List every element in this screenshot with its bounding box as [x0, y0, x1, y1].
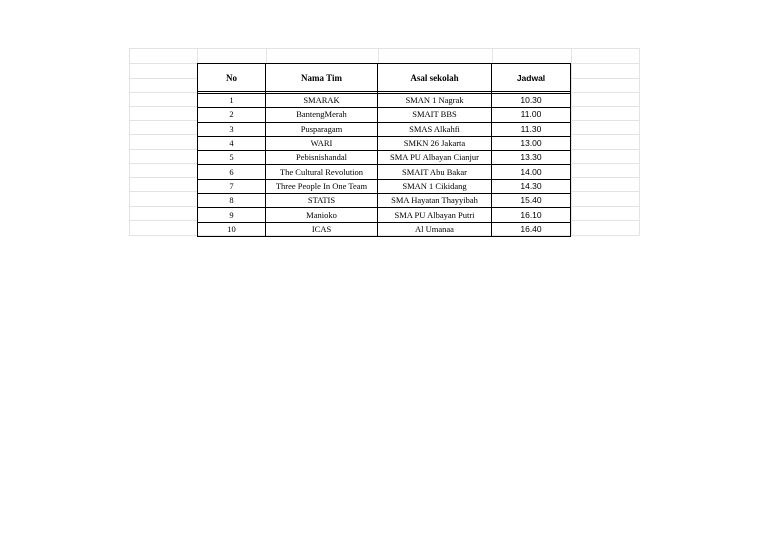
cell-nama-tim: Manioko — [266, 208, 378, 222]
cell-asal-sekolah: SMA PU Albayan Cianjur — [378, 151, 492, 165]
cell-jadwal: 14.00 — [492, 165, 571, 179]
cell-nama-tim: Pusparagam — [266, 122, 378, 136]
cell-no: 5 — [198, 151, 266, 165]
table-header-row — [198, 64, 571, 92]
cell-no: 9 — [198, 208, 266, 222]
table-row — [198, 208, 571, 222]
cell-no: 6 — [198, 165, 266, 179]
header-asal-sekolah: Asal sekolah — [378, 64, 492, 92]
table-row — [198, 136, 571, 150]
cell-nama-tim: The Cultural Revolution — [266, 165, 378, 179]
table-row — [198, 94, 571, 108]
header-no: No — [198, 64, 266, 92]
cell-jadwal: 13.00 — [492, 136, 571, 150]
cell-nama-tim: STATIS — [266, 194, 378, 208]
cell-nama-tim: Three People In One Team — [266, 179, 378, 193]
cell-no: 1 — [198, 94, 266, 108]
cell-asal-sekolah: SMAIT Abu Bakar — [378, 165, 492, 179]
table-row — [198, 222, 571, 236]
cell-asal-sekolah: SMAIT BBS — [378, 108, 492, 122]
cell-jadwal: 11.30 — [492, 122, 571, 136]
cell-nama-tim: SMARAK — [266, 94, 378, 108]
header-jadwal: Jadwal — [492, 64, 571, 92]
cell-asal-sekolah: SMKN 26 Jakarta — [378, 136, 492, 150]
schedule-table — [197, 63, 571, 237]
table-row — [198, 179, 571, 193]
cell-no: 4 — [198, 136, 266, 150]
cell-asal-sekolah: SMAN 1 Cikidang — [378, 179, 492, 193]
cell-jadwal: 16.10 — [492, 208, 571, 222]
cell-jadwal: 13.30 — [492, 151, 571, 165]
table-row — [198, 108, 571, 122]
cell-no: 2 — [198, 108, 266, 122]
header-nama-tim: Nama Tim — [266, 64, 378, 92]
cell-asal-sekolah: SMA PU Albayan Putri — [378, 208, 492, 222]
cell-jadwal: 11.00 — [492, 108, 571, 122]
cell-asal-sekolah: SMAN 1 Nagrak — [378, 94, 492, 108]
cell-asal-sekolah: SMA Hayatan Thayyibah — [378, 194, 492, 208]
cell-nama-tim: Pebisnishandal — [266, 151, 378, 165]
table-row — [198, 194, 571, 208]
table-row — [198, 165, 571, 179]
cell-no: 10 — [198, 222, 266, 236]
cell-no: 7 — [198, 179, 266, 193]
cell-nama-tim: BantengMerah — [266, 108, 378, 122]
cell-asal-sekolah: SMAS Alkahfi — [378, 122, 492, 136]
cell-jadwal: 15.40 — [492, 194, 571, 208]
table-row — [198, 122, 571, 136]
cell-nama-tim: ICAS — [266, 222, 378, 236]
spreadsheet-area — [129, 48, 640, 236]
cell-asal-sekolah: Al Umanaa — [378, 222, 492, 236]
cell-jadwal: 16.40 — [492, 222, 571, 236]
cell-no: 3 — [198, 122, 266, 136]
cell-jadwal: 14.30 — [492, 179, 571, 193]
table-row — [198, 151, 571, 165]
cell-no: 8 — [198, 194, 266, 208]
cell-nama-tim: WARI — [266, 136, 378, 150]
cell-jadwal: 10.30 — [492, 94, 571, 108]
